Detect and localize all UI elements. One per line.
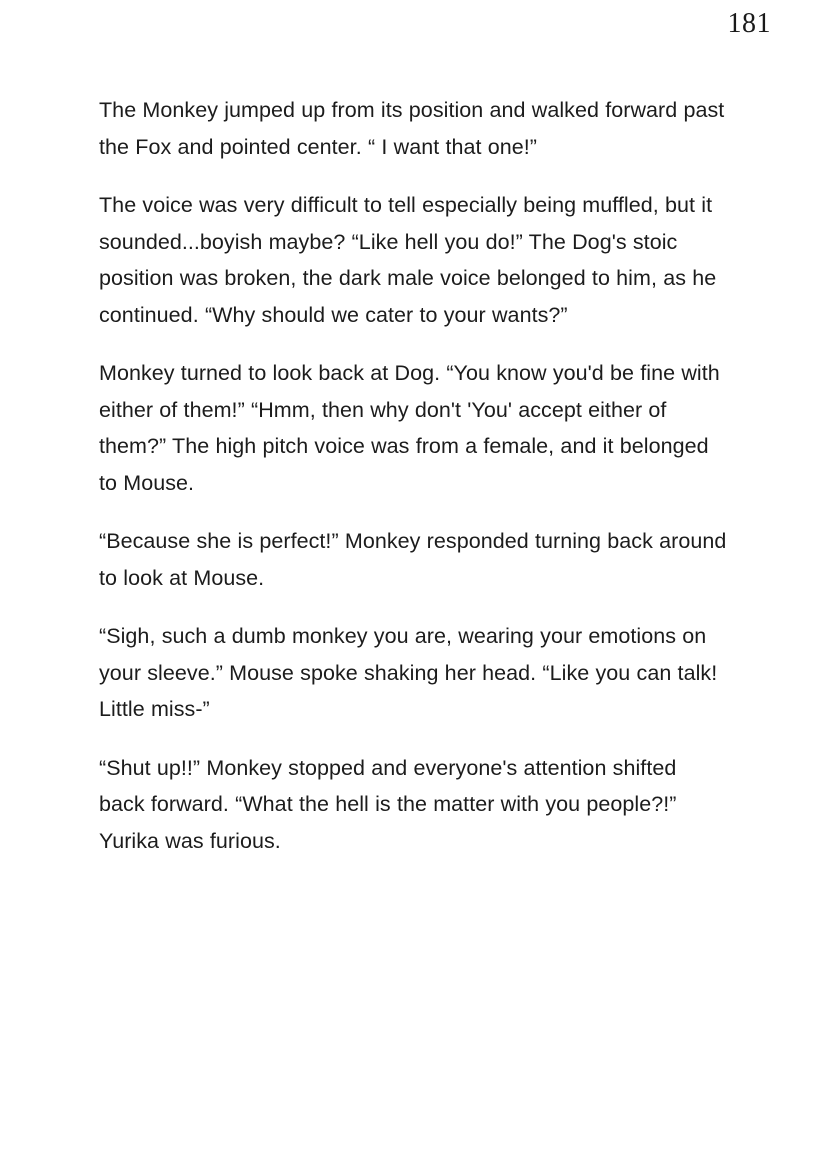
paragraph: “Shut up!!” Monkey stopped and everyone's attention shifted back forward. “What the hell is the matter with you people?!” Yurika was furious. <box>99 755 677 853</box>
paragraph: “Because she is perfect!” Monkey responded turning back around to look at Mouse. <box>99 529 727 590</box>
paragraph: The Monkey jumped up from its position and walked forward past the Fox and pointed center. “ I want that one!” <box>99 98 725 159</box>
paragraph: The voice was very difficult to tell especially being muffled, but it sounded...boyish maybe? “Like hell you do!” The Dog's stoic position was broken, the dark male voice belonged to him, as he continued. “Why should we cater to your wants?” <box>99 193 717 327</box>
page-body-text <box>99 92 727 859</box>
paragraph: “Sigh, such a dumb monkey you are, wearing your emotions on your sleeve.” Mouse spoke shaking her head. “Like you can talk! Little miss-” <box>99 624 718 721</box>
page-number: 181 <box>727 8 771 39</box>
paragraph: Monkey turned to look back at Dog. “You know you'd be fine with either of them!” “Hmm, then why don't 'You' accept either of them?” The high pitch voice was from a female, and it belonged to Mouse. <box>99 361 720 495</box>
